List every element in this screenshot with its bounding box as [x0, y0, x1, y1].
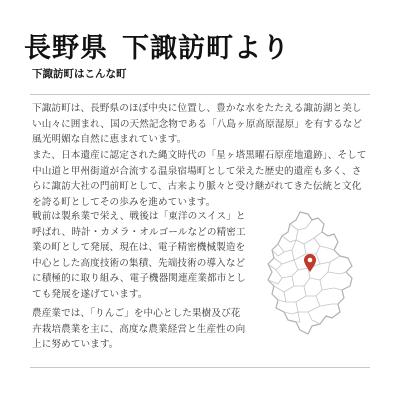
paragraph-industry: 戦前は製糸業で栄え、戦後は「東洋のスイス」と呼ばれ、時計・カメラ・オルゴールなどの精密工業の町として発展、現在は、電子精密機械製造を中心とした高度技術の集積、先端技術の導入などに積極的に取り組み、電子機器関連産業都市としても発展を遂げています。 [32, 211, 246, 300]
divider-bottom [30, 367, 370, 368]
paragraph-history: また、日本遺産に認定された縄文時代の「星ヶ塔黒曜石原産地遺跡」、そして中山道と甲州街道が合流する温泉宿場町として栄えた歴史的遺産も多く、さらに諏訪大社の門前町として、古来より脈々と受け継がれてきた伝統と文化を誇る町としてその歩みを進めています。 [32, 150, 367, 208]
paragraph-agriculture: 農産業では、「りんご」を中心とした果樹及び花卉栽培農業を主に、高度な農業経営と生産性の向上に努めています。 [32, 308, 246, 351]
page-title [24, 26, 290, 65]
section-heading: 下諏訪町はこんな町 [32, 68, 127, 80]
title-prefecture: 長野県 [24, 33, 108, 64]
paragraph-location: 下諏訪町は、長野県のほぼ中央に位置し、豊かな水をたたえる諏訪湖と美しい山々に囲まれ、国の天然記念物である「八島ヶ原高原湿原」を有するなど風光明媚な自然に恵まれています。 [32, 103, 363, 146]
title-town: 下諏訪町より [122, 33, 290, 64]
nagano-map [248, 208, 378, 338]
divider-top [30, 94, 370, 95]
